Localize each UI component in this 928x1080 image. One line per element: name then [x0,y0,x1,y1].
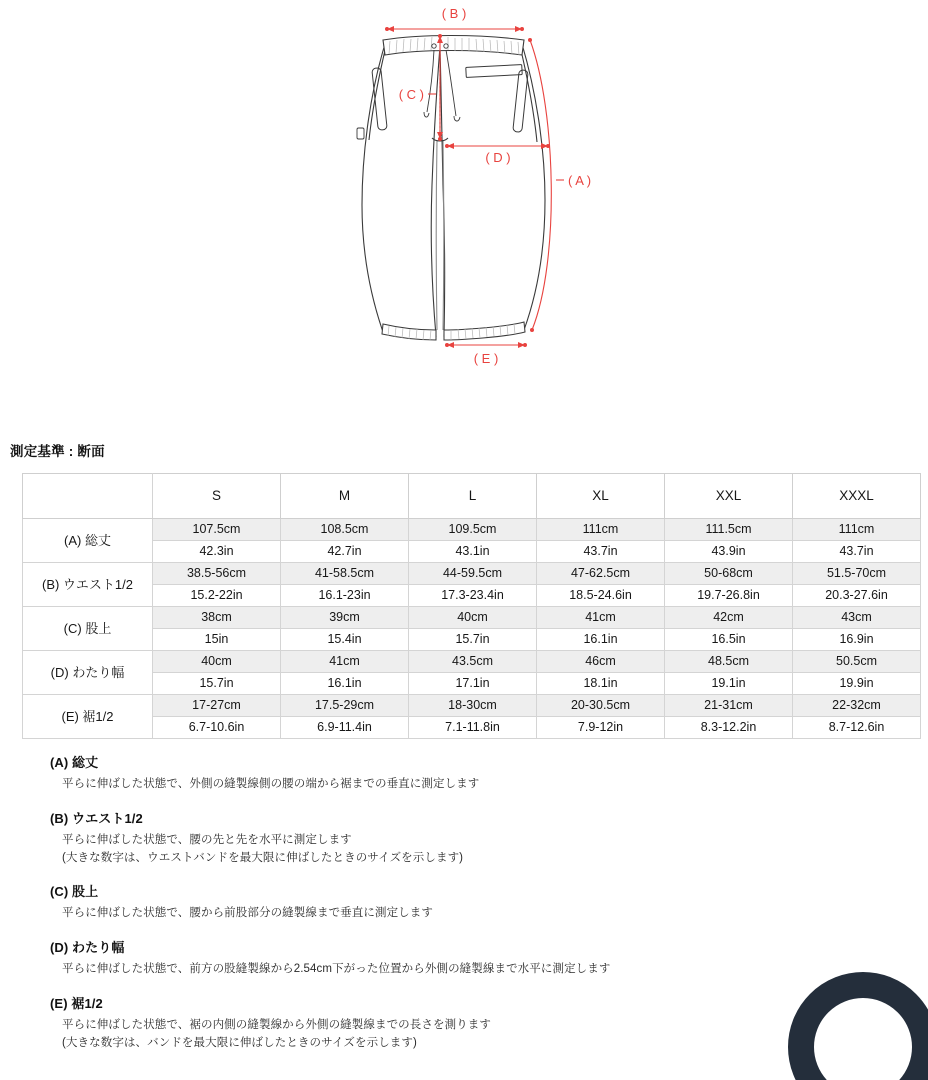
note-block-c [50,881,910,923]
cell-a-m-in: 42.7in [281,541,409,563]
cell-a-s-cm: 107.5cm [153,519,281,541]
cell-e-xxxl-cm: 22-32cm [793,695,921,717]
size-table-head [23,474,921,519]
cell-a-xxl-cm: 111.5cm [665,519,793,541]
cell-d-xxl-cm: 48.5cm [665,651,793,673]
note-line-b-1: 平らに伸ばした状態で、腰の先と先を水平に測定します [62,833,352,846]
size-table [22,473,921,739]
cell-c-xl-in: 16.1in [537,629,665,651]
column-header-xxl: XXL [665,474,793,519]
table-row [23,541,921,563]
table-row [23,651,921,673]
note-title-e: (E) 裾1/2 [50,996,103,1012]
cell-e-s-cm: 17-27cm [153,695,281,717]
column-header-s: S [153,474,281,519]
cell-a-s-in: 42.3in [153,541,281,563]
note-line-e-1: 平らに伸ばした状態で、裾の内側の縫製線から外側の縫製線までの長さを測ります [62,1019,491,1032]
row-label-c: (C) 股上 [23,607,153,651]
note-title-a: (A) 総丈 [50,755,99,770]
column-header-xl: XL [537,474,665,519]
cell-d-xxl-in: 19.1in [665,673,793,695]
note-line-c-1: 平らに伸ばした状態で、腰から前股部分の縫製線まで垂直に測定します [62,907,433,920]
label-d: ( D ) [485,150,511,165]
cell-e-xl-cm: 20-30.5cm [537,695,665,717]
cell-b-s-in: 15.2-22in [153,585,281,607]
cell-c-l-in: 15.7in [409,629,537,651]
cell-e-l-cm: 18-30cm [409,695,537,717]
measurement-basis-heading: 測定基準 : 断面 [10,444,105,459]
cell-c-l-cm: 40cm [409,607,537,629]
note-block-d [50,937,910,979]
cell-c-xxl-cm: 42cm [665,607,793,629]
note-line-b-2: (大きな数字は、ウエストバンドを最大限に伸ばしたときのサイズを示します) [62,851,464,864]
cell-a-xl-cm: 111cm [537,519,665,541]
cell-b-xxl-cm: 50-68cm [665,563,793,585]
note-title-d: (D) わたり幅 [50,940,125,956]
pants-measurement-diagram [0,0,928,430]
row-label-a: (A) 総丈 [23,519,153,563]
cell-d-m-cm: 41cm [281,651,409,673]
cell-c-m-in: 15.4in [281,629,409,651]
cell-a-xxl-in: 43.9in [665,541,793,563]
cell-c-xxl-in: 16.5in [665,629,793,651]
cell-e-s-in: 6.7-10.6in [153,717,281,739]
cell-b-xxxl-in: 20.3-27.6in [793,585,921,607]
label-a: ( A ) [568,173,592,188]
label-c: ( C ) [398,87,424,102]
table-row [23,629,921,651]
cell-d-l-in: 17.1in [409,673,537,695]
note-block-b [50,808,910,868]
cell-d-xl-in: 18.1in [537,673,665,695]
note-line-d-1: 平らに伸ばした状態で、前方の股縫製線から2.54cm下がった位置から外側の縫製線まで水平に測定します [62,963,611,976]
cell-e-m-in: 6.9-11.4in [281,717,409,739]
row-label-d: (D) わたり幅 [23,651,153,695]
cell-e-xxl-in: 8.3-12.2in [665,717,793,739]
table-row [23,563,921,585]
table-row [23,673,921,695]
header-row [23,474,921,519]
cell-e-l-in: 7.1-11.8in [409,717,537,739]
cell-a-m-cm: 108.5cm [281,519,409,541]
table-row [23,607,921,629]
label-e: ( E ) [473,351,499,366]
inseam-center [436,140,437,330]
cell-b-xxl-in: 19.7-26.8in [665,585,793,607]
table-row [23,519,921,541]
cell-e-m-cm: 17.5-29cm [281,695,409,717]
table-row [23,717,921,739]
cell-b-m-cm: 41-58.5cm [281,563,409,585]
note-block-a [50,752,910,794]
cell-b-xl-cm: 47-62.5cm [537,563,665,585]
cell-d-s-cm: 40cm [153,651,281,673]
cell-b-xxxl-cm: 51.5-70cm [793,563,921,585]
note-title-b: (B) ウエスト1/2 [50,810,143,826]
cell-c-m-cm: 39cm [281,607,409,629]
note-line-e-2: (大きな数字は、バンドを最大限に伸ばしたときのサイズを示します) [62,1036,417,1049]
size-table-wrapper [22,473,920,739]
cell-a-xl-in: 43.7in [537,541,665,563]
row-label-b: (B) ウエスト1/2 [23,563,153,607]
cell-a-xxxl-in: 43.7in [793,541,921,563]
cell-a-l-in: 43.1in [409,541,537,563]
cell-d-m-in: 16.1in [281,673,409,695]
row-label-e: (E) 裾1/2 [23,695,153,739]
cell-c-xl-cm: 41cm [537,607,665,629]
cell-b-l-cm: 44-59.5cm [409,563,537,585]
cell-c-s-in: 15in [153,629,281,651]
size-table-body [23,519,921,739]
cell-e-xxxl-in: 8.7-12.6in [793,717,921,739]
cell-e-xxl-cm: 21-31cm [665,695,793,717]
measure-line-b [385,26,524,32]
note-title-c: (C) 股上 [50,884,99,900]
note-block-e [50,993,910,1053]
cell-d-xl-cm: 46cm [537,651,665,673]
table-corner-cell [23,474,153,519]
side-tab [357,128,364,139]
measurement-notes [50,752,910,1067]
cell-a-xxxl-cm: 111cm [793,519,921,541]
cell-b-l-in: 17.3-23.4in [409,585,537,607]
cell-e-xl-in: 7.9-12in [537,717,665,739]
cell-b-s-cm: 38.5-56cm [153,563,281,585]
table-row [23,585,921,607]
cell-c-xxxl-cm: 43cm [793,607,921,629]
cell-b-xl-in: 18.5-24.6in [537,585,665,607]
note-line-a-1: 平らに伸ばした状態で、外側の縫製線側の腰の端から裾までの垂直に測定します [62,778,480,790]
label-b: ( B ) [441,6,467,21]
column-header-xxxl: XXXL [793,474,921,519]
measure-line-e [445,342,527,348]
cell-d-s-in: 15.7in [153,673,281,695]
inseam-center-2 [443,140,444,330]
cell-d-xxxl-cm: 50.5cm [793,651,921,673]
column-header-m: M [281,474,409,519]
cell-c-xxxl-in: 16.9in [793,629,921,651]
table-row [23,695,921,717]
cell-b-m-in: 16.1-23in [281,585,409,607]
cell-d-xxxl-in: 19.9in [793,673,921,695]
column-header-l: L [409,474,537,519]
cell-a-l-cm: 109.5cm [409,519,537,541]
cell-d-l-cm: 43.5cm [409,651,537,673]
cell-c-s-cm: 38cm [153,607,281,629]
